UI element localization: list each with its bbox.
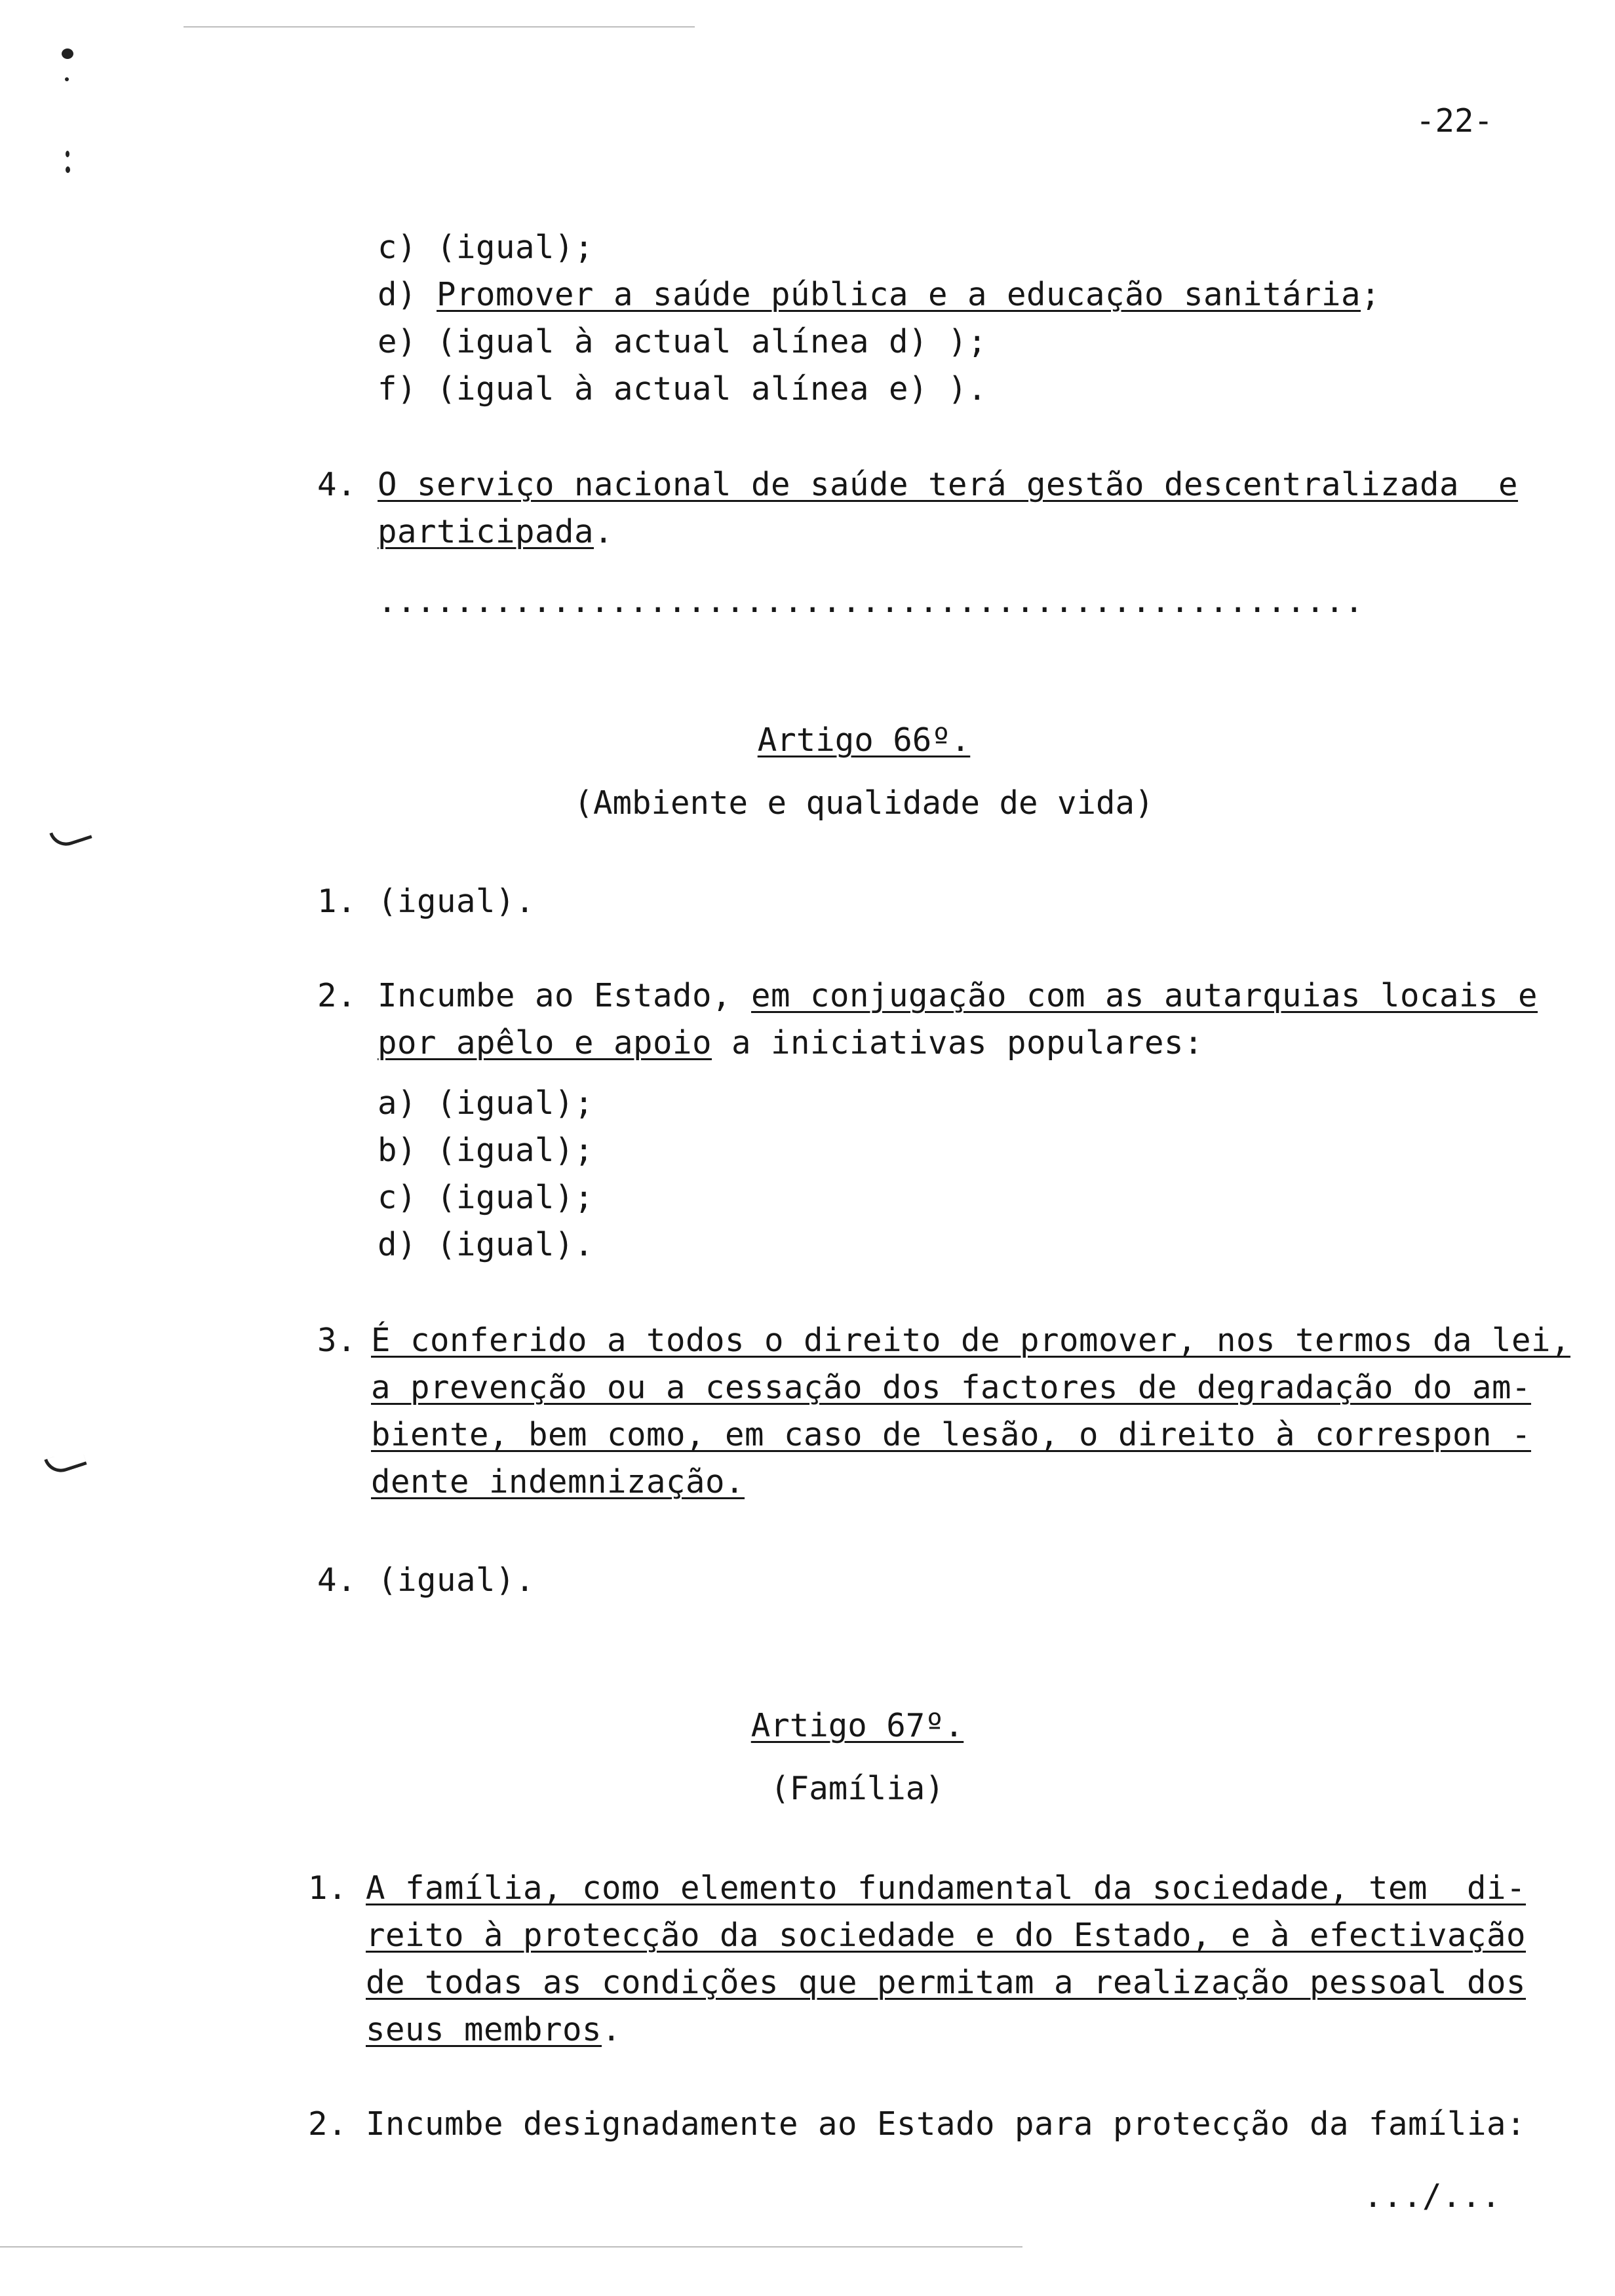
article-title: Artigo 67º.: [750, 1707, 964, 1744]
paragraph-line: por apêlo e apoio a iniciativas populares:: [378, 1024, 1204, 1062]
article-subtitle: (Ambiente e qualidade de vida): [574, 784, 1154, 822]
paragraph-number: 4.: [317, 1561, 357, 1599]
paragraph-number: 2.: [317, 977, 357, 1014]
paragraph-line: dente indemnização.: [371, 1463, 745, 1501]
punch-mark: [66, 166, 70, 173]
punch-mark: [65, 77, 69, 81]
paragraph-line: reito à protecção da sociedade e do Estado, e à efectivação: [366, 1917, 1527, 1954]
article-subtitle: (Família): [770, 1770, 944, 1807]
paragraph-line: biente, bem como, em caso de lesão, o direito à correspon -: [371, 1416, 1532, 1453]
paragraph-line: participada.: [378, 513, 614, 550]
paragraph-line: seus membros.: [366, 2011, 622, 2048]
paragraph-line: a prevenção ou a cessação dos factores de degradação do am-: [371, 1369, 1532, 1406]
paragraph-line: É conferido a todos o direito de promover, nos termos da lei,: [371, 1322, 1571, 1359]
list-item: a) (igual);: [378, 1084, 594, 1122]
paragraph-line: O serviço nacional de saúde terá gestão descentralizada e: [378, 466, 1519, 503]
scan-edge-top: [184, 26, 695, 28]
list-item: b) (igual);: [378, 1132, 594, 1169]
scan-edge-bottom: [0, 2246, 1022, 2248]
paragraph-number: 1.: [317, 883, 357, 920]
paragraph-number: 1.: [308, 1869, 348, 1907]
paragraph-line: (igual).: [378, 883, 535, 920]
list-item: c) (igual);: [378, 1179, 594, 1216]
continuation-mark: .../...: [1363, 2177, 1502, 2215]
margin-mark: [49, 821, 92, 850]
list-item: d) (igual).: [378, 1226, 594, 1263]
paragraph-number: 2.: [308, 2105, 348, 2143]
paragraph-line: A família, como elemento fundamental da sociedade, tem di-: [366, 1869, 1527, 1907]
punch-mark: [62, 48, 73, 59]
paragraph-line: Incumbe designadamente ao Estado para protecção da família:: [366, 2105, 1527, 2143]
list-item: f) (igual à actual alínea e) ).: [378, 370, 988, 408]
paragraph-line: de todas as condições que permitam a realização pessoal dos: [366, 1964, 1527, 2001]
list-item: c) (igual);: [378, 229, 594, 266]
list-item: d) Promover a saúde pública e a educação sanitária;: [378, 276, 1381, 313]
dotted-separator: ...................................................: [378, 583, 1364, 620]
page-number: -22-: [1415, 102, 1493, 140]
paragraph-number: 4.: [317, 466, 357, 503]
paragraph-line: Incumbe ao Estado, em conjugação com as autarquias locais e: [378, 977, 1538, 1014]
list-item: e) (igual à actual alínea d) );: [378, 323, 988, 360]
paragraph-line: (igual).: [378, 1561, 535, 1599]
article-title: Artigo 66º.: [757, 721, 971, 759]
punch-mark: [66, 151, 69, 157]
paragraph-number: 3.: [317, 1322, 357, 1359]
margin-mark: [44, 1447, 87, 1476]
